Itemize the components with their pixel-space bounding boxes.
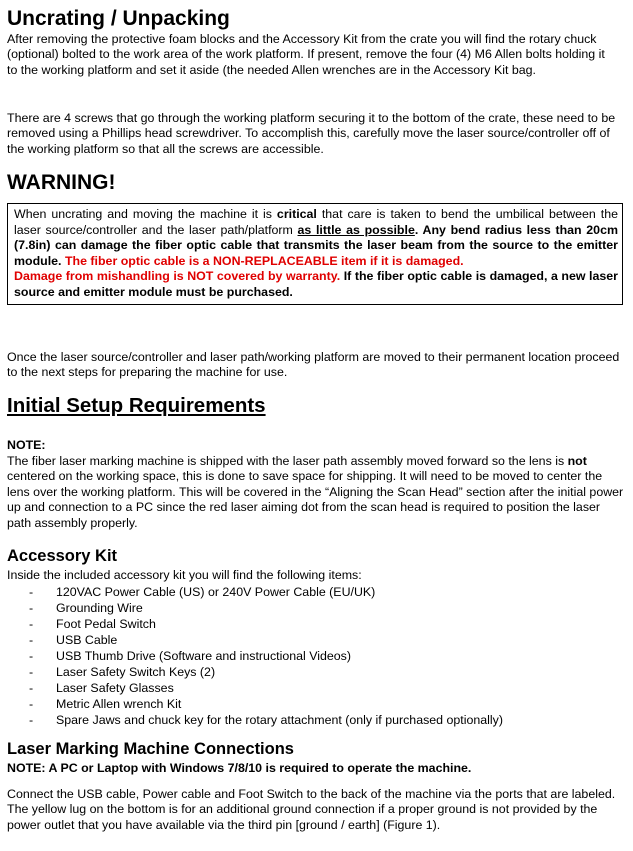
placement-paragraph: Once the laser source/controller and laser path/working platform are moved to their permanent location proceed to the next steps for preparing the machine for use. [7, 350, 620, 380]
warning-text [14, 207, 618, 300]
list-item-text: Laser Safety Glasses [56, 681, 174, 695]
setup-note-label: NOTE: [7, 438, 46, 452]
list-item [29, 664, 503, 680]
uncrating-paragraph-2: There are 4 screws that go through the working platform securing it to the bottom of the crate, these need to be removed using a Phillips head screwdriver. To accomplish this, carefully move the laser source/controller off of the working platform so that all the screws are accessible. [7, 111, 616, 156]
list-item-text: Metric Allen wrench Kit [56, 697, 182, 711]
list-item-text: 120VAC Power Cable (US) or 240V Power Cable (EU/UK) [56, 585, 376, 599]
bullet-dash: - [29, 649, 34, 663]
list-item [29, 712, 503, 728]
list-item-text: Spare Jaws and chuck key for the rotary attachment (only if purchased optionally) [56, 713, 503, 727]
connections-heading: Laser Marking Machine Connections [7, 740, 294, 758]
warning-little-as-possible: as little as possible [297, 222, 415, 237]
warning-must-purchase: If the fiber optic cable is damaged, a new laser source and emitter module must be purchased. [14, 269, 618, 299]
bullet-dash: - [29, 681, 34, 695]
warning-not-covered: Damage from mishandling is NOT covered by warranty. [14, 269, 341, 283]
warning-text-2: that care is taken to bend the umbilical between the laser source/controller and the laser path/platform [14, 207, 618, 237]
list-item-text: Grounding Wire [56, 601, 143, 615]
uncrating-heading: Uncrating / Unpacking [7, 7, 230, 30]
warning-critical: critical [276, 207, 317, 221]
list-item [29, 648, 503, 664]
warning-bend-radius: . Any bend radius less than 20cm (7.8in) can damage the fiber optic cable that transmits the laser beam from the source to the emitter module. [14, 222, 618, 268]
bullet-dash: - [29, 697, 34, 711]
bullet-dash: - [29, 601, 34, 615]
list-item-text: Laser Safety Switch Keys (2) [56, 665, 216, 679]
warning-non-replaceable: The fiber optic cable is a NON-REPLACEABLE item if it is damaged. [61, 253, 464, 268]
list-item [29, 584, 503, 600]
list-item [29, 696, 503, 712]
list-item-text: USB Thumb Drive (Software and instructional Videos) [56, 649, 351, 663]
bullet-dash: - [29, 617, 34, 631]
warning-text-1: When uncrating and moving the machine it is [14, 207, 277, 221]
list-item-text: USB Cable [56, 633, 118, 647]
list-item [29, 632, 503, 648]
list-item [29, 616, 503, 632]
accessory-list [29, 584, 503, 728]
warning-box [7, 203, 623, 305]
list-item [29, 600, 503, 616]
accessory-heading: Accessory Kit [7, 547, 118, 565]
connections-note: NOTE: A PC or Laptop with Windows 7/8/10 is required to operate the machine. [7, 761, 472, 775]
list-item [29, 680, 503, 696]
setup-heading: Initial Setup Requirements [7, 394, 266, 417]
bullet-dash: - [29, 633, 34, 647]
setup-note-text-b: centered on the working space, this is done to save space for shipping. It will need to be moved to center the lens over the working platform. This will be covered in the “Aligning the Scan Head” section after the initial power up and connection to a PC since the red laser aiming dot from the scan head is required to position the laser path assembly properly. [7, 469, 624, 530]
list-item-text: Foot Pedal Switch [56, 617, 156, 631]
uncrating-paragraph-1: After removing the protective foam blocks and the Accessory Kit from the crate you will find the rotary chuck (optional) bolted to the work area of the work platform. If present, remove the four (4) M6 Allen bolts holding it to the working platform and set it aside (the needed Allen wrenches are in the Accessory Kit bag. [7, 32, 605, 77]
bullet-dash: - [29, 713, 34, 727]
warning-heading: WARNING! [7, 171, 116, 194]
setup-note-text-a: The fiber laser marking machine is shipped with the laser path assembly moved forward so the lens is [7, 454, 568, 468]
connections-paragraph: Connect the USB cable, Power cable and Foot Switch to the back of the machine via the ports that are labeled. The yellow lug on the bottom is for an additional ground connection if a proper ground is not provided by the power outlet that you have available via the third pin [ground / earth] (Figure 1). [7, 787, 616, 832]
setup-note-paragraph [7, 454, 627, 531]
accessory-intro: Inside the included accessory kit you will find the following items: [7, 568, 362, 582]
bullet-dash: - [29, 665, 34, 679]
setup-note-not: not [567, 454, 587, 468]
bullet-dash: - [29, 585, 34, 599]
